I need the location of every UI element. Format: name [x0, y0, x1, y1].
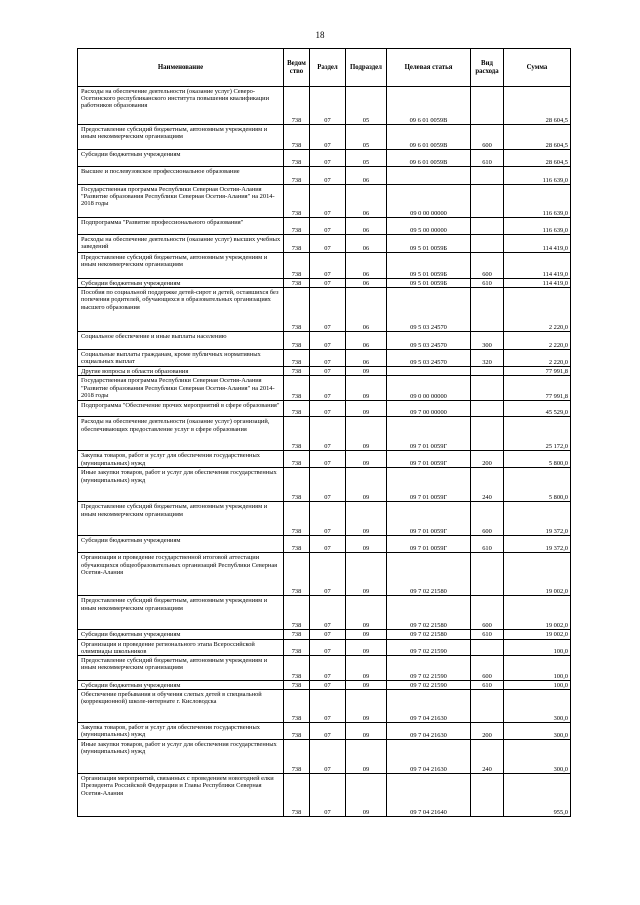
- row-summa-cell: 28 604,5: [504, 125, 571, 150]
- row-podrazdel-cell: 09: [346, 536, 387, 553]
- row-summa-cell: 2 220,0: [504, 288, 571, 332]
- table-row: [78, 417, 571, 451]
- row-summa-cell: 19 372,0: [504, 536, 571, 553]
- row-ved-cell: 738: [284, 350, 310, 367]
- row-razdel-cell: 07: [310, 235, 346, 253]
- row-ved-cell: 738: [284, 740, 310, 774]
- row-ved-cell: 738: [284, 185, 310, 218]
- row-name-cell: Субсидии бюджетным учреждениям: [78, 681, 284, 690]
- row-ved-cell: 738: [284, 536, 310, 553]
- row-ved-cell: 738: [284, 630, 310, 639]
- row-summa-cell: 19 002,0: [504, 596, 571, 630]
- row-name-cell: Расходы на обеспечение деятельности (оказание услуг) Северо-Осетинского республиканского института повышения квалификации работников образования: [78, 87, 284, 125]
- row-podrazdel-cell: 09: [346, 740, 387, 774]
- row-ved-cell: 738: [284, 681, 310, 690]
- row-name-cell: Социальные выплаты гражданам, кроме публичных нормативных социальных выплат: [78, 350, 284, 367]
- row-celevaya-cell: 09 0 00 00000: [387, 185, 471, 218]
- row-razdel-cell: 07: [310, 740, 346, 774]
- table-row: [78, 87, 571, 125]
- row-celevaya-cell: [387, 367, 471, 376]
- row-podrazdel-cell: 09: [346, 723, 387, 740]
- row-name-cell: Субсидии бюджетным учреждениям: [78, 150, 284, 167]
- row-razdel-cell: 07: [310, 468, 346, 502]
- row-vid-cell: 240: [471, 740, 504, 774]
- row-celevaya-cell: 09 7 04 21630: [387, 723, 471, 740]
- row-vid-cell: 200: [471, 723, 504, 740]
- row-summa-cell: 116 639,0: [504, 167, 571, 185]
- row-ved-cell: 738: [284, 417, 310, 451]
- row-razdel-cell: 07: [310, 288, 346, 332]
- header-razdel: Раздел: [310, 49, 346, 87]
- row-podrazdel-cell: 05: [346, 150, 387, 167]
- row-razdel-cell: 07: [310, 596, 346, 630]
- row-celevaya-cell: 09 7 01 0059Г: [387, 502, 471, 536]
- row-summa-cell: 77 991,8: [504, 376, 571, 401]
- row-podrazdel-cell: 09: [346, 774, 387, 817]
- row-razdel-cell: 07: [310, 185, 346, 218]
- table-row: [78, 690, 571, 723]
- row-podrazdel-cell: 06: [346, 167, 387, 185]
- row-summa-cell: 300,0: [504, 723, 571, 740]
- table-row: [78, 630, 571, 639]
- row-ved-cell: 738: [284, 690, 310, 723]
- row-podrazdel-cell: 09: [346, 401, 387, 417]
- row-summa-cell: 116 639,0: [504, 218, 571, 235]
- row-celevaya-cell: 09 7 02 21580: [387, 553, 471, 596]
- header-vid: Вид расхода: [471, 49, 504, 87]
- row-ved-cell: 738: [284, 279, 310, 288]
- row-celevaya-cell: 09 7 00 00000: [387, 401, 471, 417]
- row-podrazdel-cell: 06: [346, 332, 387, 350]
- row-celevaya-cell: 09 5 01 0059Б: [387, 253, 471, 279]
- row-razdel-cell: 07: [310, 167, 346, 185]
- row-vid-cell: [471, 417, 504, 451]
- row-razdel-cell: 07: [310, 87, 346, 125]
- row-vid-cell: 600: [471, 656, 504, 681]
- row-name-cell: Организация и проведение регионального этапа Всероссийской олимпиады школьников: [78, 639, 284, 655]
- row-summa-cell: 2 220,0: [504, 350, 571, 367]
- table-row: [78, 639, 571, 655]
- table-row: [78, 774, 571, 817]
- row-celevaya-cell: 09 5 01 0059Б: [387, 279, 471, 288]
- row-podrazdel-cell: 09: [346, 596, 387, 630]
- row-name-cell: Пособия по социальной поддержке детей-сирот и детей, оставшихся без попечения родителей, обучающихся в образовательных организациях высшего образования: [78, 288, 284, 332]
- row-celevaya-cell: 09 7 02 21580: [387, 596, 471, 630]
- row-vid-cell: [471, 639, 504, 655]
- row-razdel-cell: 07: [310, 723, 346, 740]
- row-podrazdel-cell: 06: [346, 288, 387, 332]
- row-ved-cell: 738: [284, 656, 310, 681]
- row-celevaya-cell: 09 7 04 21630: [387, 690, 471, 723]
- row-vid-cell: [471, 401, 504, 417]
- row-ved-cell: 738: [284, 639, 310, 655]
- row-razdel-cell: 07: [310, 401, 346, 417]
- row-ved-cell: 738: [284, 376, 310, 401]
- row-razdel-cell: 07: [310, 125, 346, 150]
- table-row: [78, 332, 571, 350]
- row-podrazdel-cell: 09: [346, 690, 387, 723]
- table-row: [78, 596, 571, 630]
- row-podrazdel-cell: 06: [346, 279, 387, 288]
- row-razdel-cell: 07: [310, 553, 346, 596]
- row-ved-cell: 738: [284, 723, 310, 740]
- table-header-row: [78, 49, 571, 87]
- row-name-cell: Субсидии бюджетным учреждениям: [78, 536, 284, 553]
- row-podrazdel-cell: 06: [346, 235, 387, 253]
- row-celevaya-cell: 09 7 04 21640: [387, 774, 471, 817]
- row-podrazdel-cell: 05: [346, 87, 387, 125]
- row-name-cell: Организация мероприятий, связанных с проведением новогодней елки Президента Российской Федерации и Главы Республики Северная Осетия-Алания: [78, 774, 284, 817]
- row-celevaya-cell: 09 7 02 21590: [387, 639, 471, 655]
- row-razdel-cell: 07: [310, 656, 346, 681]
- row-name-cell: Иные закупки товаров, работ и услуг для обеспечения государственных (муниципальных) нужд: [78, 468, 284, 502]
- table-row: [78, 376, 571, 401]
- row-podrazdel-cell: 09: [346, 639, 387, 655]
- row-razdel-cell: 07: [310, 451, 346, 468]
- table-row: [78, 367, 571, 376]
- row-celevaya-cell: 09 7 02 21590: [387, 656, 471, 681]
- row-razdel-cell: 07: [310, 253, 346, 279]
- row-vid-cell: 600: [471, 596, 504, 630]
- row-vid-cell: [471, 185, 504, 218]
- table-row: [78, 279, 571, 288]
- table-row: [78, 656, 571, 681]
- row-name-cell: Субсидии бюджетным учреждениям: [78, 279, 284, 288]
- row-celevaya-cell: 09 5 03 24570: [387, 350, 471, 367]
- row-vid-cell: 320: [471, 350, 504, 367]
- header-summa: Сумма: [504, 49, 571, 87]
- row-celevaya-cell: 09 6 01 0059В: [387, 150, 471, 167]
- row-ved-cell: 738: [284, 596, 310, 630]
- row-summa-cell: 5 800,0: [504, 468, 571, 502]
- row-celevaya-cell: 09 5 03 24570: [387, 288, 471, 332]
- table-row: [78, 185, 571, 218]
- row-vid-cell: [471, 218, 504, 235]
- row-ved-cell: 738: [284, 167, 310, 185]
- table-row: [78, 740, 571, 774]
- table-row: [78, 468, 571, 502]
- row-podrazdel-cell: 09: [346, 502, 387, 536]
- table-row: [78, 125, 571, 150]
- row-name-cell: Высшее и послевузовское профессиональное образование: [78, 167, 284, 185]
- row-razdel-cell: 07: [310, 630, 346, 639]
- row-summa-cell: 114 419,0: [504, 279, 571, 288]
- row-razdel-cell: 07: [310, 332, 346, 350]
- row-ved-cell: 738: [284, 87, 310, 125]
- table-row: [78, 350, 571, 367]
- row-razdel-cell: 07: [310, 350, 346, 367]
- row-podrazdel-cell: 09: [346, 656, 387, 681]
- row-podrazdel-cell: 06: [346, 185, 387, 218]
- header-ved: Ведом ство: [284, 49, 310, 87]
- row-vid-cell: [471, 235, 504, 253]
- table-row: [78, 288, 571, 332]
- table-row: [78, 235, 571, 253]
- row-razdel-cell: 07: [310, 279, 346, 288]
- row-name-cell: Подпрограмма "Развитие профессионального образования": [78, 218, 284, 235]
- row-razdel-cell: 07: [310, 690, 346, 723]
- row-razdel-cell: 07: [310, 536, 346, 553]
- row-vid-cell: 610: [471, 279, 504, 288]
- row-celevaya-cell: 09 7 01 0059Г: [387, 451, 471, 468]
- row-razdel-cell: 07: [310, 502, 346, 536]
- row-celevaya-cell: [387, 167, 471, 185]
- row-summa-cell: 5 800,0: [504, 451, 571, 468]
- header-celevaya: Целевая статья: [387, 49, 471, 87]
- row-summa-cell: 28 604,5: [504, 87, 571, 125]
- row-ved-cell: 738: [284, 367, 310, 376]
- table-row: [78, 451, 571, 468]
- row-celevaya-cell: 09 7 02 21590: [387, 681, 471, 690]
- row-name-cell: Предоставление субсидий бюджетным, автономным учреждениям и иным некоммерческим организациям: [78, 656, 284, 681]
- row-podrazdel-cell: 09: [346, 451, 387, 468]
- row-name-cell: Закупка товаров, работ и услуг для обеспечения государственных (муниципальных) нужд: [78, 723, 284, 740]
- row-summa-cell: 19 002,0: [504, 553, 571, 596]
- row-ved-cell: 738: [284, 218, 310, 235]
- row-ved-cell: 738: [284, 150, 310, 167]
- row-ved-cell: 738: [284, 451, 310, 468]
- row-summa-cell: 100,0: [504, 639, 571, 655]
- row-summa-cell: 300,0: [504, 690, 571, 723]
- row-ved-cell: 738: [284, 253, 310, 279]
- row-ved-cell: 738: [284, 288, 310, 332]
- row-podrazdel-cell: 05: [346, 125, 387, 150]
- row-vid-cell: 300: [471, 332, 504, 350]
- table-row: [78, 553, 571, 596]
- row-name-cell: Социальное обеспечение и иные выплаты населению: [78, 332, 284, 350]
- row-summa-cell: 114 419,0: [504, 253, 571, 279]
- row-celevaya-cell: 09 5 01 0059Б: [387, 235, 471, 253]
- row-summa-cell: 77 991,8: [504, 367, 571, 376]
- row-name-cell: Субсидии бюджетным учреждениям: [78, 630, 284, 639]
- row-podrazdel-cell: 09: [346, 376, 387, 401]
- row-ved-cell: 738: [284, 401, 310, 417]
- row-podrazdel-cell: 09: [346, 553, 387, 596]
- row-name-cell: Закупка товаров, работ и услуг для обеспечения государственных (муниципальных) нужд: [78, 451, 284, 468]
- row-podrazdel-cell: 06: [346, 218, 387, 235]
- row-summa-cell: 19 372,0: [504, 502, 571, 536]
- row-name-cell: Предоставление субсидий бюджетным, автономным учреждениям и иным некоммерческим организациям: [78, 253, 284, 279]
- row-summa-cell: 45 529,0: [504, 401, 571, 417]
- row-celevaya-cell: 09 6 01 0059В: [387, 125, 471, 150]
- row-ved-cell: 738: [284, 502, 310, 536]
- row-podrazdel-cell: 09: [346, 468, 387, 502]
- row-ved-cell: 738: [284, 774, 310, 817]
- row-vid-cell: 200: [471, 451, 504, 468]
- row-name-cell: Иные закупки товаров, работ и услуг для обеспечения государственных (муниципальных) нужд: [78, 740, 284, 774]
- row-celevaya-cell: 09 7 01 0059Г: [387, 468, 471, 502]
- row-razdel-cell: 07: [310, 417, 346, 451]
- row-vid-cell: 610: [471, 536, 504, 553]
- row-vid-cell: 610: [471, 150, 504, 167]
- row-podrazdel-cell: 09: [346, 630, 387, 639]
- row-razdel-cell: 07: [310, 218, 346, 235]
- row-podrazdel-cell: 06: [346, 253, 387, 279]
- row-summa-cell: 100,0: [504, 656, 571, 681]
- row-podrazdel-cell: 09: [346, 367, 387, 376]
- row-podrazdel-cell: 09: [346, 417, 387, 451]
- row-summa-cell: 116 639,0: [504, 185, 571, 218]
- row-ved-cell: 738: [284, 235, 310, 253]
- table-row: [78, 401, 571, 417]
- row-vid-cell: [471, 167, 504, 185]
- row-podrazdel-cell: 06: [346, 350, 387, 367]
- table-row: [78, 723, 571, 740]
- row-vid-cell: 600: [471, 125, 504, 150]
- row-razdel-cell: 07: [310, 376, 346, 401]
- row-name-cell: Предоставление субсидий бюджетным, автономным учреждениям и иным некоммерческим организациям: [78, 125, 284, 150]
- row-ved-cell: 738: [284, 553, 310, 596]
- row-razdel-cell: 07: [310, 367, 346, 376]
- row-vid-cell: [471, 288, 504, 332]
- row-ved-cell: 738: [284, 468, 310, 502]
- header-podrazdel: Подраздел: [346, 49, 387, 87]
- row-celevaya-cell: 09 7 01 0059Г: [387, 536, 471, 553]
- row-name-cell: Обеспечение пребывания и обучения слепых детей в специальной (коррекционной) школе-интернате г. Кисловодска: [78, 690, 284, 723]
- row-vid-cell: [471, 376, 504, 401]
- row-name-cell: Другие вопросы в области образования: [78, 367, 284, 376]
- row-celevaya-cell: 09 7 01 0059Г: [387, 417, 471, 451]
- row-ved-cell: 738: [284, 332, 310, 350]
- row-celevaya-cell: 09 5 03 24570: [387, 332, 471, 350]
- row-vid-cell: 610: [471, 681, 504, 690]
- row-name-cell: Государственная программа Республики Северная Осетия-Алания "Развитие образования Республики Северная Осетия-Алания" на 2014-2018 годы: [78, 376, 284, 401]
- row-vid-cell: [471, 774, 504, 817]
- row-ved-cell: 738: [284, 125, 310, 150]
- row-vid-cell: [471, 367, 504, 376]
- row-summa-cell: 100,0: [504, 681, 571, 690]
- table-row: [78, 150, 571, 167]
- row-name-cell: Подпрограмма "Обеспечение прочих мероприятий в сфере образования": [78, 401, 284, 417]
- table-row: [78, 218, 571, 235]
- row-razdel-cell: 07: [310, 150, 346, 167]
- row-vid-cell: 610: [471, 630, 504, 639]
- row-name-cell: Расходы на обеспечение деятельности (оказание услуг) высших учебных заведений: [78, 235, 284, 253]
- row-summa-cell: 2 220,0: [504, 332, 571, 350]
- row-vid-cell: 240: [471, 468, 504, 502]
- row-summa-cell: 28 604,5: [504, 150, 571, 167]
- row-celevaya-cell: 09 6 01 0059В: [387, 87, 471, 125]
- table-row: [78, 536, 571, 553]
- row-name-cell: Предоставление субсидий бюджетным, автономным учреждениям и иным некоммерческим организациям: [78, 596, 284, 630]
- row-summa-cell: 955,0: [504, 774, 571, 817]
- row-vid-cell: 600: [471, 253, 504, 279]
- row-summa-cell: 19 002,0: [504, 630, 571, 639]
- row-vid-cell: [471, 553, 504, 596]
- row-name-cell: Государственная программа Республики Северная Осетия-Алания "Развитие образования Республики Северная Осетия-Алания" на 2014-2018 годы: [78, 185, 284, 218]
- table-row: [78, 253, 571, 279]
- row-celevaya-cell: 09 7 04 21630: [387, 740, 471, 774]
- table-row: [78, 681, 571, 690]
- budget-table: [77, 48, 571, 817]
- row-podrazdel-cell: 09: [346, 681, 387, 690]
- row-name-cell: Предоставление субсидий бюджетным, автономным учреждениям и иным некоммерческим организациям: [78, 502, 284, 536]
- row-razdel-cell: 07: [310, 774, 346, 817]
- table-row: [78, 167, 571, 185]
- row-name-cell: Расходы на обеспечение деятельности (оказание услуг) организаций, обеспечивающих предоставление услуг в сфере образования: [78, 417, 284, 451]
- row-summa-cell: 114 419,0: [504, 235, 571, 253]
- table-body: [78, 87, 571, 817]
- row-summa-cell: 300,0: [504, 740, 571, 774]
- row-name-cell: Организация и проведение государственной итоговой аттестации обучающихся общеобразовательных организаций Республики Северная Осетия-Алания: [78, 553, 284, 596]
- page-number: 18: [315, 30, 325, 40]
- row-vid-cell: [471, 87, 504, 125]
- row-vid-cell: 600: [471, 502, 504, 536]
- row-celevaya-cell: 09 5 00 00000: [387, 218, 471, 235]
- row-razdel-cell: 07: [310, 681, 346, 690]
- row-celevaya-cell: 09 7 02 21580: [387, 630, 471, 639]
- row-summa-cell: 25 172,0: [504, 417, 571, 451]
- row-vid-cell: [471, 690, 504, 723]
- row-celevaya-cell: 09 0 00 00000: [387, 376, 471, 401]
- header-name: Наименование: [78, 49, 284, 87]
- row-razdel-cell: 07: [310, 639, 346, 655]
- table-row: [78, 502, 571, 536]
